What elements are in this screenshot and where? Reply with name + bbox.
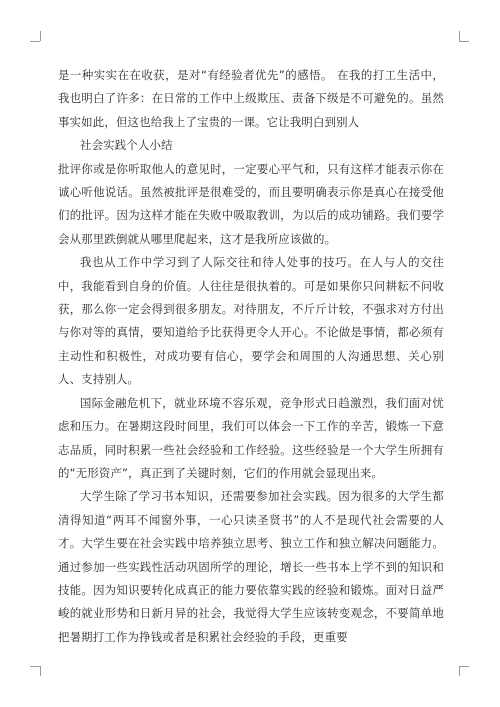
paragraph-social-practice: 大学生除了学习书本知识，还需要参加社会实践。因为很多的大学生都清得知道“两耳不闻窗外事，一心只读圣贤书”的人不是现代社会需要的人才。大学生要在社会实践中培养独立思考、独立工作和独立解决问题能力。通过参加一些实践性活动巩固所学的理论，增长一些书本上学不到的知识和技能。因为知识要转化成真正的能力要依靠实践的经验和锻炼。面对日益严峻的就业形势和日新月异的社会，我觉得大学生应该转变观念，不要简单地把暑期打工作为挣钱或者是积累社会经验的手段，更重要 bbox=[58, 489, 444, 644]
crop-mark-top-left-v bbox=[40, 31, 41, 41]
section-heading: 社会实践个人小结 bbox=[80, 138, 173, 153]
crop-mark-top-right-h bbox=[459, 41, 469, 42]
crop-mark-top-right-v bbox=[459, 31, 460, 41]
paragraph-interpersonal: 我也从工作中学习到了人际交往和待人处事的技巧。在人与人的交往中，我能看到自身的价值。人往往是很执着的。可是如果你只问耕耘不问收获，那么你一定会得到很多朋友。对待朋友，不斤斤计较，不强求对方付出与你对等的真情，要知道给予比获得更令人开心。不论做是事情，都必须有主动性和积极性，对成功要有信心，要学会和周围的人沟通思想、关心别人、支持别人。 bbox=[58, 255, 444, 387]
paragraph-criticism: 批评你或是你听取他人的意见时，一定要心平气和，只有这样才能表示你在诚心听他说话。虽然被批评是很难受的，而且要明确表示你是真心在接受他们的批评。因为这样才能在失败中吸取教训，为以后的成功铺路。我们要学会从那里跌倒就从哪里爬起来，这才是我所应该做的。 bbox=[58, 161, 444, 246]
crop-mark-bottom-right-h bbox=[459, 666, 469, 667]
crop-mark-bottom-right-v bbox=[459, 666, 460, 676]
document-body bbox=[58, 64, 444, 649]
crop-mark-top-left-h bbox=[30, 41, 40, 42]
crop-mark-bottom-left-v bbox=[40, 666, 41, 676]
paragraph-continuation: 是一种实实在在收获，是对“有经验者优先”的感悟。 在我的打工生活中，我也明白了许多：在日常的工作中上级欺压、责备下级是不可避免的。虽然事实如此，但这也给我上了宝贵的一课。它让我明白到别人 bbox=[58, 68, 444, 129]
paragraph-financial-crisis: 国际金融危机下，就业环境不容乐观，竞争形式日趋激烈，我们面对忧虑和压力。在暑期这段时间里，我们可以体会一下工作的辛苦，锻炼一下意志品质，同时积累一些社会经验和工作经验。这些经验是一个大学生所拥有的“无形资产”，真正到了关键时刻，它们的作用就会显现出来。 bbox=[58, 395, 444, 480]
crop-mark-bottom-left-h bbox=[30, 666, 40, 667]
